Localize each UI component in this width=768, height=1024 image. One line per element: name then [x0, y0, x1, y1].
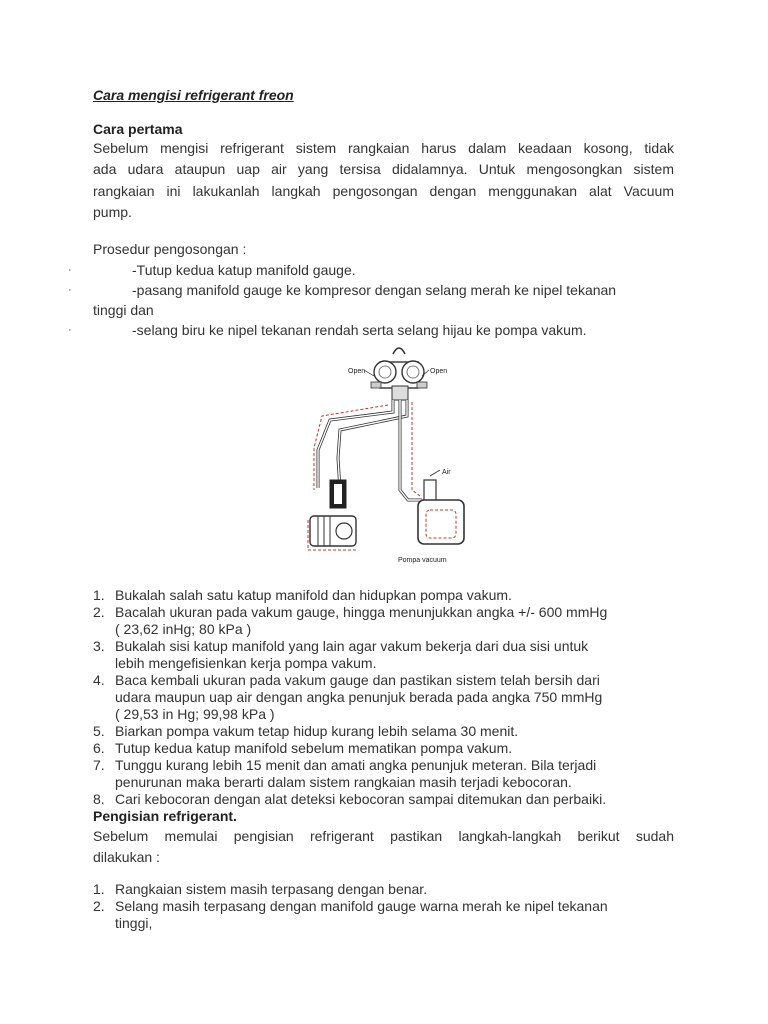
list-item-text [115, 740, 675, 757]
list-item-line: Rangkaian sistem masih terpasang dengan benar. [115, 881, 428, 897]
bullet-marker: · [68, 264, 72, 276]
list-item-line: Baca kembali ukuran pada vakum gauge dan pastikan sistem telah bersih dari [115, 672, 600, 688]
intro-line: rangkaian ini lakukanlah langkah pengosongan dengan menggunakan alat Vacuum [93, 182, 674, 199]
gauge-right-icon [402, 361, 424, 383]
list-item-line: Biarkan pompa vakum tetap hidup kurang lebih selama 30 menit. [115, 723, 519, 739]
intro-line: ada udara ataupun uap air yang tersisa didalamnya. Untuk mengosongkan sistem [93, 161, 674, 178]
list-item-line: lebih mengefisienkan kerja pompa vakum. [115, 655, 377, 671]
list-item-number: 4. [93, 672, 105, 688]
list-item-number: 8. [93, 791, 105, 807]
intro-line: pump. [93, 203, 132, 220]
list-item-line: ( 23,62 inHg; 80 kPa ) [115, 621, 252, 637]
list-item-line: ( 29,53 in Hg; 99,98 kPa ) [115, 706, 275, 722]
list-item-number: 6. [93, 740, 105, 756]
list-item-number: 3. [93, 638, 105, 654]
vacuum-pump-diagram [300, 340, 470, 568]
diagram-label: Open [430, 368, 448, 375]
list-item-line: Bacalah ukuran pada vakum gauge, hingga menunjukkan angka +/- 600 mmHg [115, 604, 608, 620]
list-item-line: Tunggu kurang lebih 15 menit dan amati angka penunjuk meteran. Bila terjadi [115, 757, 597, 773]
list-item-line: Bukalah salah satu katup manifold dan hidupkan pompa vakum. [115, 587, 512, 603]
list-item-number: 2. [93, 898, 105, 914]
list-item-number: 5. [93, 723, 105, 739]
list-item-text [115, 757, 675, 791]
diagram-label: Air [442, 469, 451, 476]
bullet-item: -pasang manifold gauge ke kompresor dengan selang merah ke nipel tekanan [132, 282, 617, 298]
list-item-text [115, 672, 675, 723]
list-item-line: tinggi, [115, 915, 153, 931]
vacuum-pump-icon [418, 500, 464, 544]
section2-intro-line: dilakukan : [93, 849, 160, 866]
list-item-text [115, 898, 675, 932]
list-item-text [115, 604, 675, 638]
list-item-line: Tutup kedua katup manifold sebelum mematikan pompa vakum. [115, 740, 513, 756]
list-item-text [115, 723, 675, 740]
list-item-text [115, 881, 675, 898]
section2-intro-paragraph [93, 826, 674, 869]
list-item-line: penurunan maka berarti dalam sistem rangkaian masih terjadi kebocoran. [115, 774, 572, 790]
section-heading-pengisian: Pengisian refrigerant. [93, 808, 237, 824]
diagram-label: Pompa vacuum [398, 557, 447, 564]
list-item-number: 1. [93, 881, 105, 897]
list-item-text [115, 791, 675, 808]
list-item-number: 2. [93, 604, 105, 620]
section-heading-cara-pertama: Cara pertama [93, 121, 183, 137]
bullet-item: -Tutup kedua katup manifold gauge. [132, 262, 356, 278]
list-item-text [115, 587, 675, 604]
bullet-marker: · [68, 284, 72, 296]
list-item-line: Bukalah sisi katup manifold yang lain agar vakum bekerja dari dua sisi untuk [115, 638, 589, 654]
list-item-line: Selang masih terpasang dengan manifold gauge warna merah ke nipel tekanan [115, 898, 608, 914]
bullet-item-continued: tinggi dan [93, 302, 154, 318]
bullet-item: -selang biru ke nipel tekanan rendah serta selang hijau ke pompa vakum. [132, 322, 587, 338]
list-item-number: 7. [93, 757, 105, 773]
intro-paragraph [93, 138, 674, 223]
gauge-left-icon [374, 361, 396, 383]
list-item-line: udara maupun uap air dengan angka penunjuk berada pada angka 750 mmHg [115, 689, 603, 705]
diagram-label: Open [348, 368, 366, 375]
section2-intro-line: Sebelum memulai pengisian refrigerant pastikan langkah-langkah berikut sudah [93, 828, 674, 844]
list-item-text [115, 638, 675, 672]
document-title: Cara mengisi refrigerant freon [93, 87, 294, 103]
list-item-number: 1. [93, 587, 105, 603]
list-item-line: Cari kebocoran dengan alat deteksi kebocoran sampai ditemukan dan perbaiki. [115, 791, 607, 807]
bullet-marker: · [68, 324, 72, 336]
procedure-label: Prosedur pengosongan : [93, 241, 247, 257]
intro-line: Sebelum mengisi refrigerant sistem rangkaian harus dalam keadaan kosong, tidak [93, 140, 674, 156]
